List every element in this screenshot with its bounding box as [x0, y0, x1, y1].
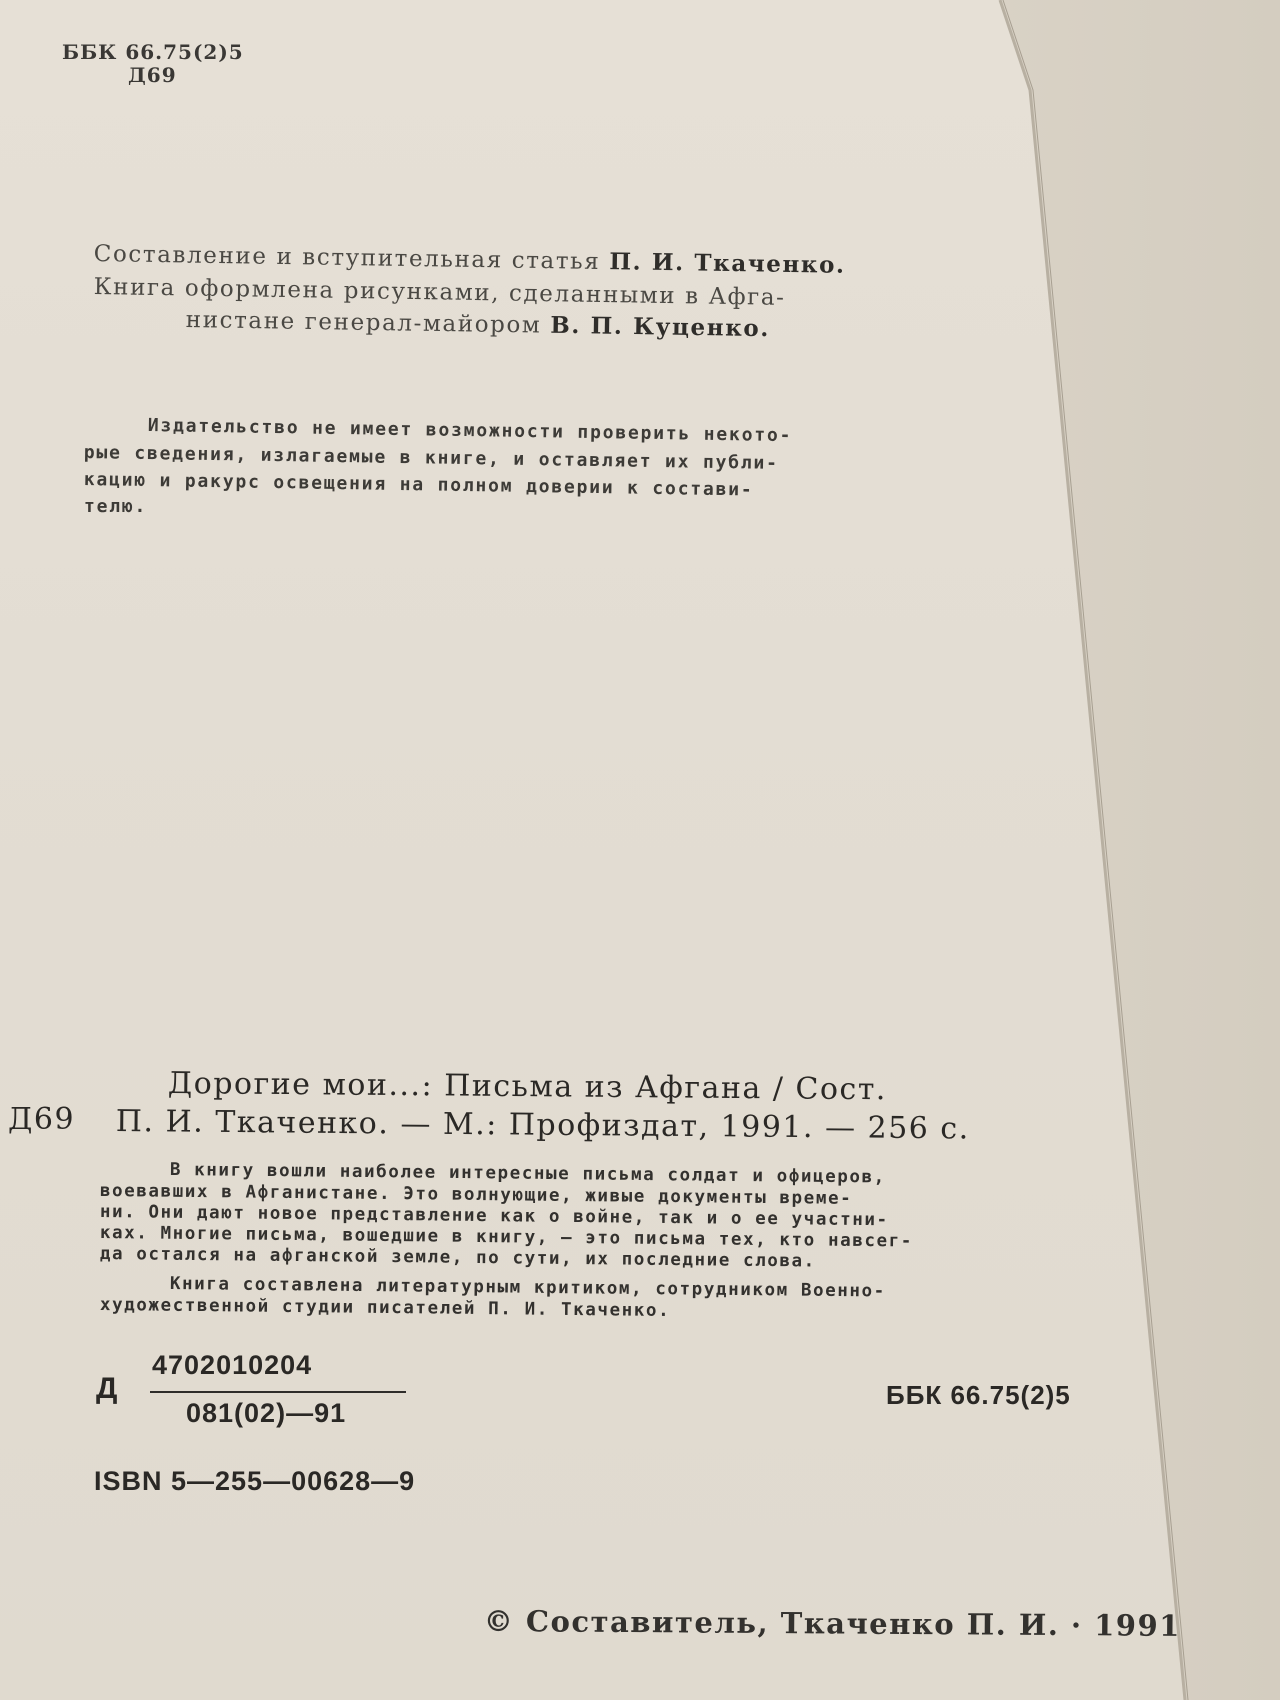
annotation-line-1: В книгу вошли наиболее интересные письма солдат и офицеров, — [169, 1160, 886, 1188]
index-letter: Д — [96, 1372, 119, 1405]
fraction-bar — [150, 1391, 406, 1393]
author-mark-top: Д69 — [128, 63, 177, 87]
catalog-mark: Д69 — [8, 1102, 76, 1137]
annotation-line-4: ках. Многие письма, вошедшие в книгу, — это письма тех, кто навсег- — [99, 1223, 914, 1252]
publisher-note-line-2: рые сведения, излагаемые в книге, и оставляет их публи- — [83, 441, 779, 474]
illustrator-text: нистане генерал-майором — [185, 306, 551, 339]
annotation-line-2: воевавших в Афганистане. Это волнующие, живые документы време- — [99, 1181, 853, 1209]
illustration-line: Книга оформлена рисунками, сделанными в Афга- — [93, 273, 786, 311]
annotation-line-3: ни. Они дают новое представление как о войне, так и о ее участни- — [99, 1202, 889, 1231]
catalog-author-line: П. И. Ткаченко. — М.: Профиздат, 1991. — 256 с. — [115, 1103, 970, 1147]
index-numerator: 4702010204 — [152, 1350, 313, 1380]
publisher-note-line-1: Издательство не имеет возможности проверить некото- — [147, 414, 793, 447]
index-denominator: 081(02)—91 — [186, 1398, 347, 1428]
illustrator-name: В. П. Куценко. — [550, 311, 771, 343]
bbk-code-bottom: ББК 66.75(2)5 — [886, 1380, 1071, 1410]
bbk-code-top: ББК 66.75(2)5 — [62, 40, 244, 64]
annotation-line-6: Книга составлена литературным критиком, сотрудником Военно- — [169, 1274, 886, 1302]
copyright-line: © Составитель, Ткаченко П. И. · 1991 — [483, 1604, 1181, 1643]
compiler-name: П. И. Ткаченко. — [609, 248, 846, 279]
compiler-text: Составление и вступительная статья — [93, 240, 610, 276]
annotation-line-7: художественной студии писателей П. И. Ткаченко. — [99, 1295, 671, 1321]
publisher-note-line-3: кацию и ракурс освещения на полном доверии к состави- — [83, 468, 754, 501]
catalog-title-line: Дорогие мои...: Письма из Афгана / Сост. — [167, 1065, 888, 1108]
annotation-line-5: да остался на афганской земле, по сути, их последние слова. — [99, 1244, 816, 1272]
isbn: ISBN 5—255—00628—9 — [94, 1466, 416, 1496]
publisher-note-line-4: телю. — [84, 496, 148, 517]
